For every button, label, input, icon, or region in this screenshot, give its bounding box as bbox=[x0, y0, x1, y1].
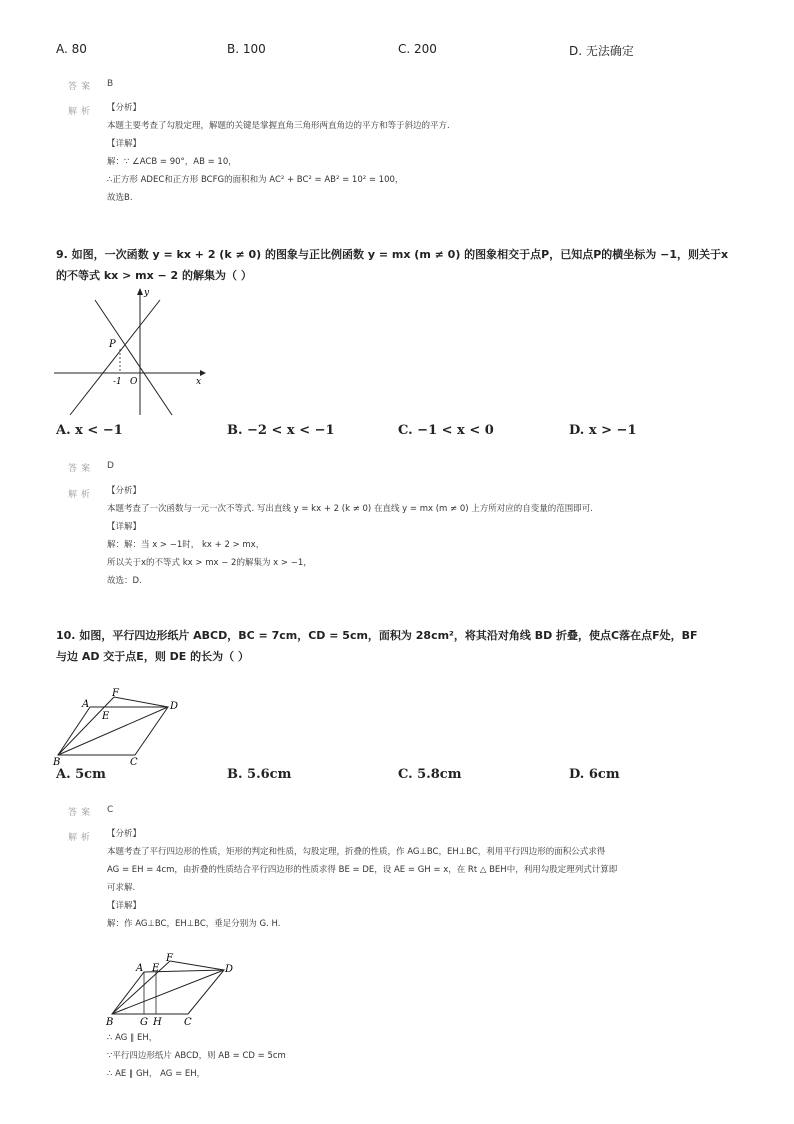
q10-fig1-label-e: E bbox=[102, 711, 110, 722]
q10-stem-line-1: 10. 如图，平行四边形纸片 ABCD，BC = 7cm，CD = 5cm，面积为 28cm²，将其沿对角线 BD 折叠，使点C落在点F处，BF bbox=[56, 629, 698, 642]
q9-option-d: D. x > −1 bbox=[569, 423, 637, 438]
q9-analysis-line: 【分析】 bbox=[107, 486, 142, 496]
q9-analysis-line: 解：解：当 x > −1时， kx + 2 > mx， bbox=[107, 540, 265, 550]
q8-analysis-line: 故选B. bbox=[107, 193, 133, 203]
q10-after-line: ∴ AG ∥ EH， bbox=[107, 1033, 158, 1043]
q10-stem-line-2: 与边 AD 交于点E，则 DE 的长为（ ） bbox=[56, 650, 249, 663]
q9-graph bbox=[50, 285, 210, 420]
q10-option-a: A. 5cm bbox=[56, 767, 106, 782]
q8-answer-tag: 答案 bbox=[68, 82, 95, 92]
q9-label-y: y bbox=[144, 288, 150, 298]
q10-fig2-label-h: H bbox=[153, 1017, 162, 1028]
q10-fig1-label-c: C bbox=[130, 757, 138, 767]
q10-fig1-line-fd bbox=[114, 697, 168, 707]
q8-option-d: D. 无法确定 bbox=[569, 44, 634, 58]
q10-option-c: C. 5.8cm bbox=[398, 767, 462, 782]
q9-label-origin: O bbox=[130, 377, 138, 387]
q9-stem-line-1: 9. 如图，一次函数 y = kx + 2 (k ≠ 0) 的图象与正比例函数 y = mx (m ≠ 0) 的图象相交于点P，已知点P的横坐标为 −1，则关于x bbox=[56, 248, 729, 261]
q9-answer: D bbox=[107, 461, 114, 471]
q10-answer: C bbox=[107, 805, 114, 815]
q9-analysis-line: 【详解】 bbox=[107, 522, 142, 532]
q10-fig1-label-d: D bbox=[170, 701, 179, 712]
q10-analysis bbox=[107, 825, 617, 933]
q10-fig2-line-fd bbox=[170, 961, 224, 970]
q8-analysis-line: 【分析】 bbox=[107, 103, 142, 113]
q9-analysis-line: 所以关于x的不等式 kx > mx − 2的解集为 x > −1， bbox=[107, 558, 312, 568]
q10-analysis-line: 【分析】 bbox=[107, 829, 142, 839]
q10-analysis-line: AG = EH = 4cm，由折叠的性质结合平行四边形的性质求得 BE = DE，设 AE = GH = x，在 Rt △ BEH中，利用勾股定理列式计算即 bbox=[107, 865, 618, 875]
q8-analysis-line: 本题主要考查了勾股定理，解题的关键是掌握直角三角形两直角边的平方和等于斜边的平方. bbox=[107, 121, 450, 131]
q10-figure-2 bbox=[104, 952, 244, 1032]
q8-analysis-line: 解：∵ ∠ACB = 90°，AB = 10， bbox=[107, 157, 237, 167]
q9-line-positive bbox=[70, 300, 160, 415]
q10-fig2-label-e: E bbox=[152, 963, 160, 974]
q9-label-p: P bbox=[109, 339, 116, 350]
q8-option-a: A. 80 bbox=[56, 42, 87, 56]
q9-analysis-line: 本题考查了一次函数与一元一次不等式. 写出直线 y = kx + 2 (k ≠ 0) 在直线 y = mx (m ≠ 0) 上方所对应的自变量的范围即可. bbox=[107, 504, 593, 514]
q9-analysis bbox=[107, 482, 593, 590]
q8-analysis-line: ∴正方形 ADEC和正方形 BCFG的面积和为 AC² + BC² = AB² = 10² = 100， bbox=[107, 175, 404, 185]
q10-figure-1 bbox=[50, 685, 190, 767]
q8-option-c: C. 200 bbox=[398, 42, 437, 56]
q9-option-a: A. x < −1 bbox=[56, 423, 123, 438]
q9-y-axis-arrow bbox=[137, 288, 143, 295]
q10-option-d: D. 6cm bbox=[569, 767, 620, 782]
q8-analysis-tag: 解析 bbox=[68, 107, 95, 117]
q10-fig2-label-g: G bbox=[140, 1017, 148, 1028]
q10-answer-tag: 答案 bbox=[68, 808, 95, 818]
q8-answer: B bbox=[107, 79, 114, 89]
q10-fig2-label-f: F bbox=[166, 953, 173, 964]
q9-analysis-line: 故选：D. bbox=[107, 576, 142, 586]
q8-option-b: B. 100 bbox=[227, 42, 266, 56]
q10-analysis-line: 解：作 AG⊥BC，EH⊥BC，垂足分别为 G. H. bbox=[107, 919, 281, 929]
q9-option-b: B. −2 < x < −1 bbox=[227, 423, 335, 438]
q10-analysis-line: 本题考查了平行四边形的性质，矩形的判定和性质，勾股定理，折叠的性质，作 AG⊥BC，EH⊥BC，利用平行四边形的面积公式求得 bbox=[107, 847, 606, 857]
q10-option-b: B. 5.6cm bbox=[227, 767, 292, 782]
q9-stem-line-2: 的不等式 kx > mx − 2 的解集为（ ） bbox=[56, 269, 252, 282]
q9-line-negative bbox=[95, 300, 172, 415]
q9-analysis-tag: 解析 bbox=[68, 490, 95, 500]
q10-after-figure bbox=[107, 1029, 286, 1083]
q8-analysis-line: 【详解】 bbox=[107, 139, 142, 149]
q10-analysis-line: 可求解. bbox=[107, 883, 136, 893]
q10-fig2-label-c: C bbox=[184, 1017, 192, 1028]
q10-fig1-label-a: A bbox=[82, 699, 90, 710]
q10-after-line: ∵平行四边形纸片 ABCD，则 AB = CD = 5cm bbox=[107, 1051, 286, 1061]
q10-fig1-label-b: B bbox=[53, 757, 61, 767]
q10-analysis-tag: 解析 bbox=[68, 833, 95, 843]
q10-analysis-line: 【详解】 bbox=[107, 901, 142, 911]
q9-label-x: x bbox=[196, 377, 202, 387]
q10-fig1-label-f: F bbox=[112, 688, 119, 699]
q9-option-c: C. −1 < x < 0 bbox=[398, 423, 494, 438]
q10-fig2-label-a: A bbox=[136, 963, 144, 974]
q9-x-axis-arrow bbox=[200, 370, 206, 376]
q8-analysis bbox=[107, 99, 450, 207]
q9-answer-tag: 答案 bbox=[68, 464, 95, 474]
q9-label-neg1: -1 bbox=[113, 377, 122, 387]
q10-after-line: ∴ AE ∥ GH， AG = EH， bbox=[107, 1069, 206, 1079]
q10-fig2-label-d: D bbox=[225, 964, 234, 975]
q10-fig2-label-b: B bbox=[106, 1017, 114, 1028]
